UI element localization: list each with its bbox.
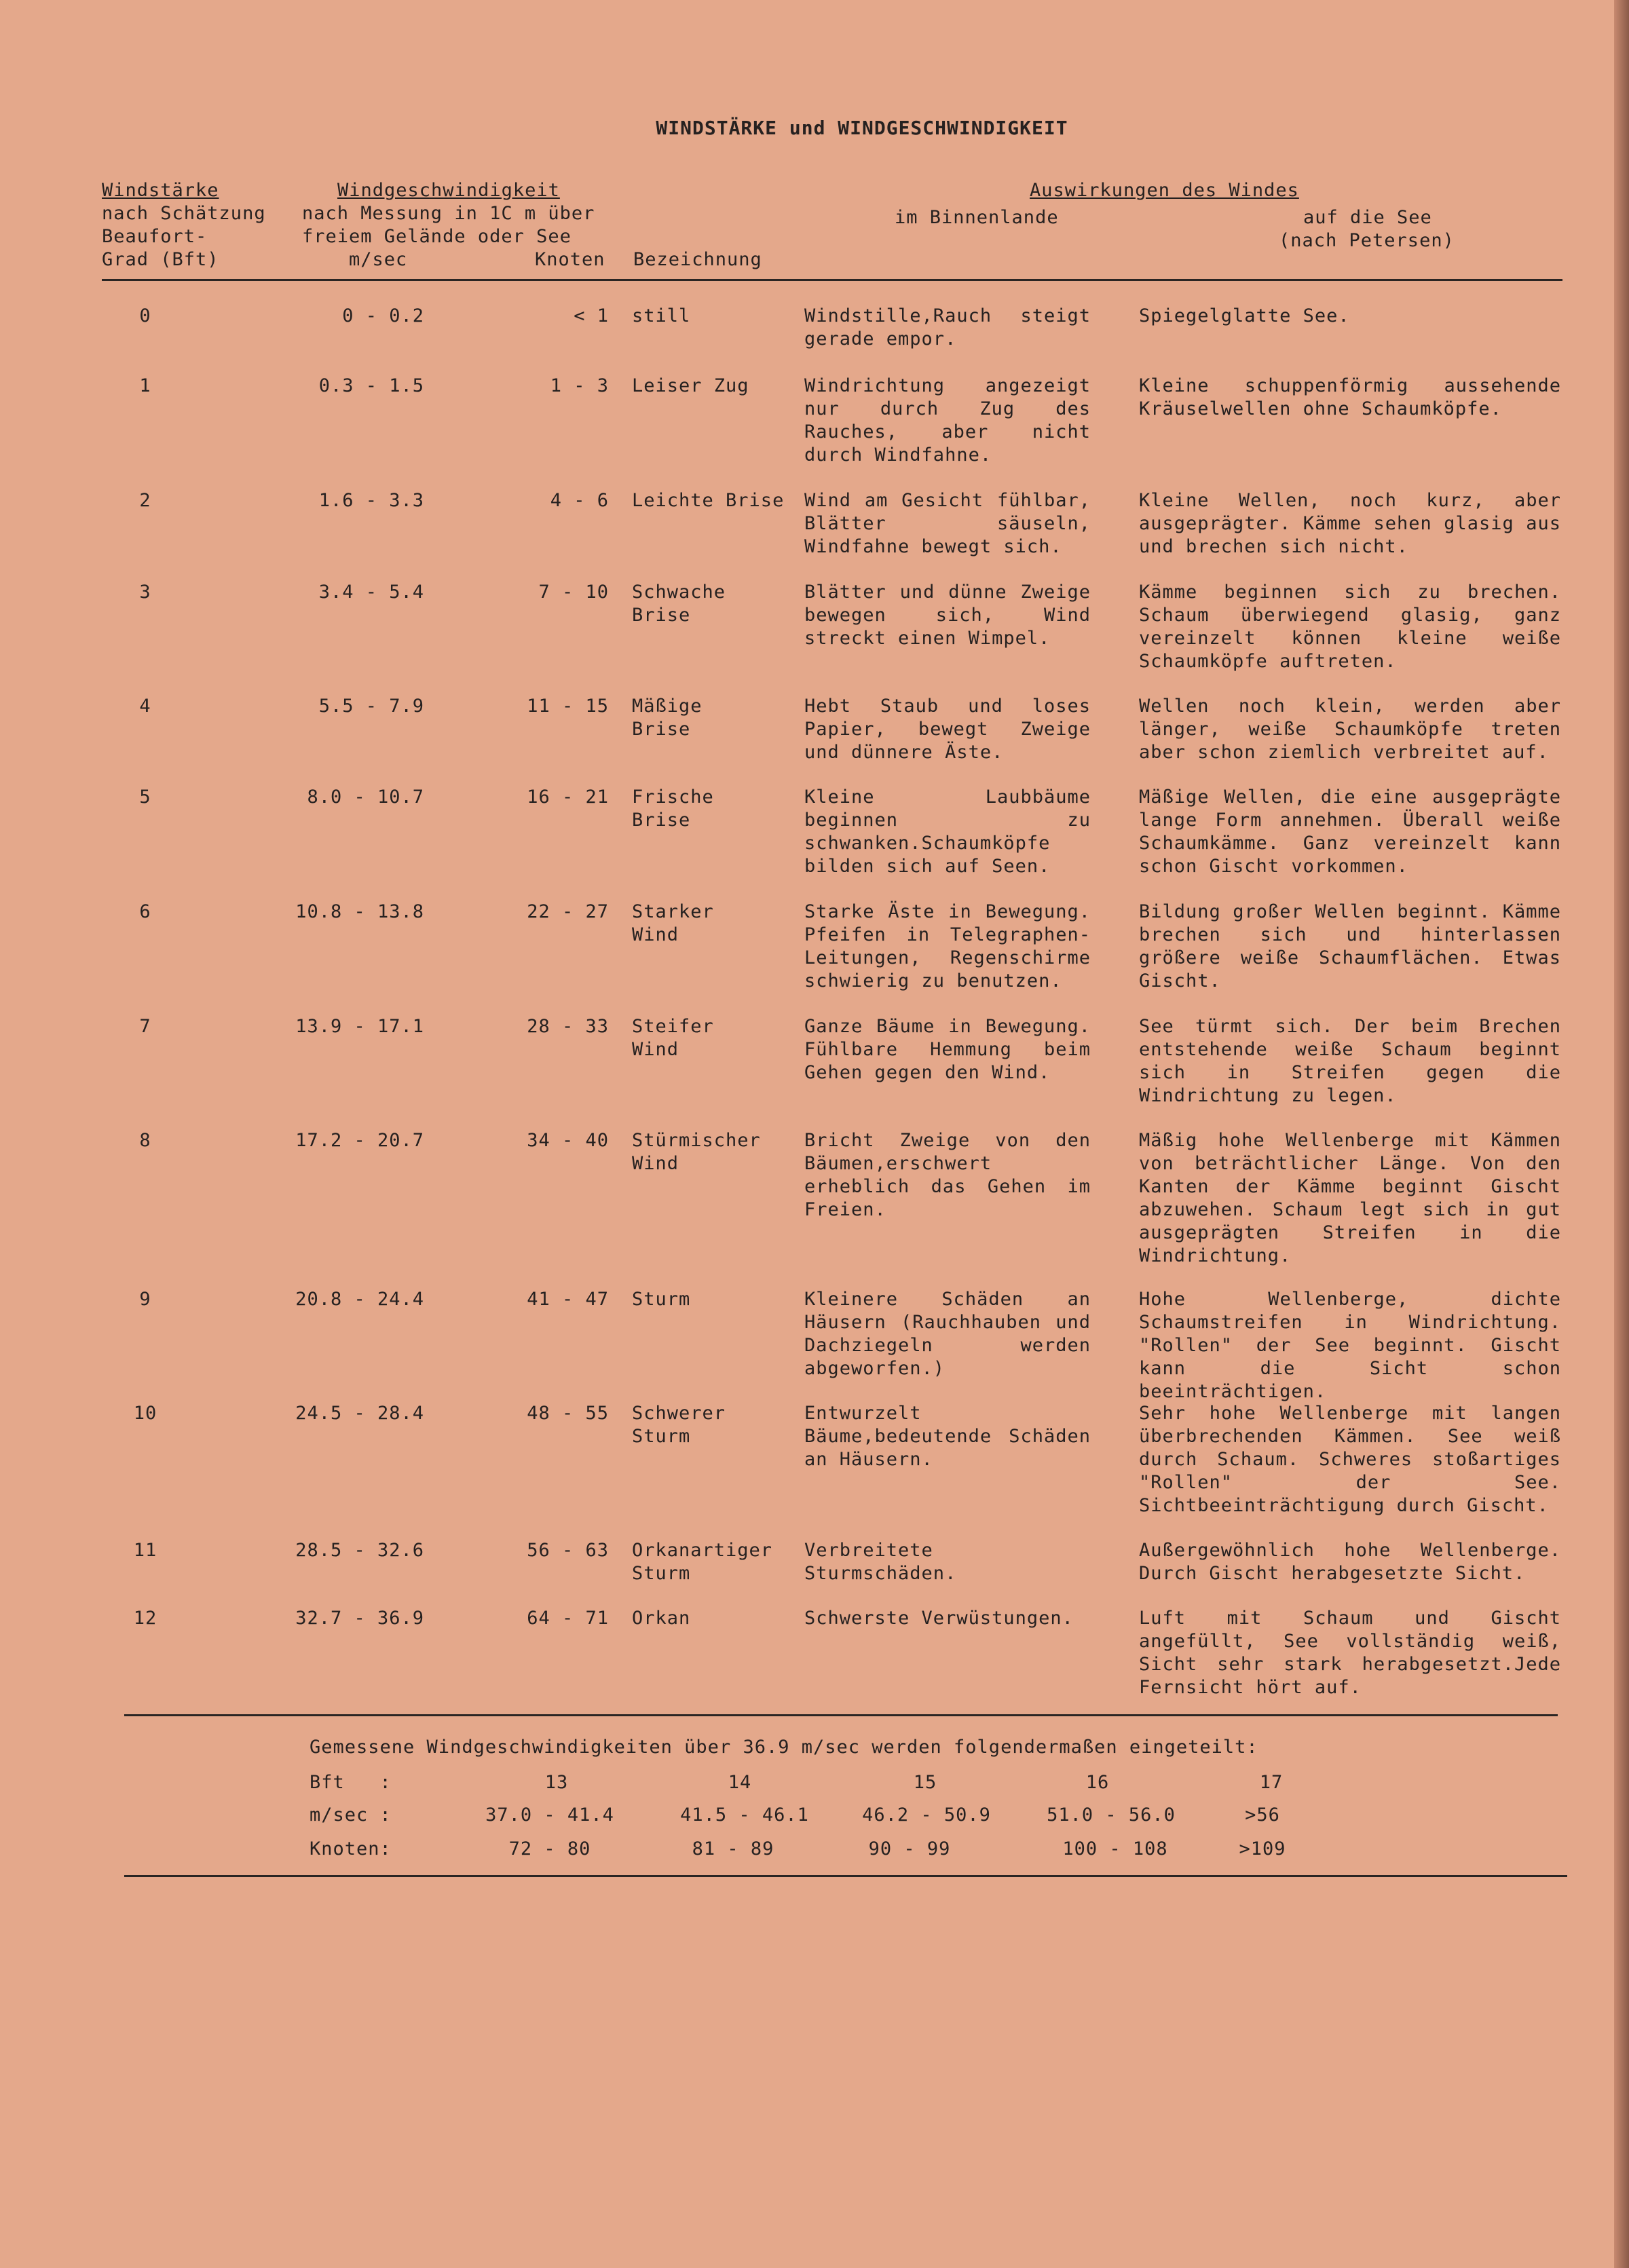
header-speed-line1: nach Messung in 1C m über (302, 203, 595, 224)
inland-effect: Entwurzelt Bäume,bedeutende Schäden an Häusern. (804, 1403, 1091, 1470)
sea-effect: See türmt sich. Der beim Brechen entstehende weiße Schaum beginnt sich in Streifen gegen die Windrichtung zu legen. (1139, 1016, 1561, 1106)
speed-ms-value: 20.8 - 24.4 (295, 1289, 424, 1310)
supplement-intro: Gemessene Windgeschwindigkeiten über 36.9 m/sec werden folgendermaßen eingeteilt: (310, 1737, 1258, 1758)
supplement-label-knots: Knoten: (310, 1838, 392, 1859)
wind-name: Orkanartiger Sturm (632, 1540, 773, 1584)
bft-value: 7 (139, 1016, 151, 1037)
supplement-bottom-rule (124, 1875, 1567, 1877)
speed-ms-value: 24.5 - 28.4 (295, 1403, 424, 1424)
bft-value: 6 (139, 901, 151, 922)
speed-knots-value: 22 - 27 (527, 901, 609, 922)
speed-knots-value: < 1 (574, 305, 609, 326)
supplement-ms-17: >56 (1245, 1804, 1280, 1826)
speed-knots-value: 4 - 6 (550, 490, 609, 511)
sea-effect: Mäßige Wellen, die eine ausgeprägte lange Form annehmen. Überall weiße Schaumkämme. Ganz vereinzelt kann schon Gischt vorkommen. (1139, 787, 1561, 877)
speed-knots-value: 28 - 33 (527, 1016, 609, 1037)
supplement-label-ms: m/sec : (310, 1804, 392, 1826)
inland-effect: Starke Äste in Bewegung. Pfeifen in Telegraphen-Leitungen, Regenschirme schwierig zu benutzen. (804, 901, 1091, 991)
sea-effect: Kleine schuppenförmig aussehende Kräuselwellen ohne Schaumköpfe. (1139, 375, 1561, 419)
header-speed-line2: freiem Gelände oder See (302, 226, 572, 247)
wind-name: Leichte Brise (632, 490, 785, 511)
sea-effect: Spiegelglatte See. (1139, 305, 1350, 326)
wind-name: Leiser Zug (632, 375, 749, 396)
supplement-knots-14: 81 - 89 (692, 1838, 774, 1859)
speed-knots-value: 34 - 40 (527, 1130, 609, 1151)
inland-effect: Ganze Bäume in Bewegung. Fühlbare Hemmung beim Gehen gegen den Wind. (804, 1016, 1091, 1083)
bft-value: 4 (139, 696, 151, 717)
wind-name: Stürmischer Wind (632, 1130, 761, 1174)
header-bft-line1: nach Schätzung (102, 203, 266, 224)
speed-ms-value: 1.6 - 3.3 (318, 490, 424, 511)
speed-knots-value: 16 - 21 (527, 787, 609, 808)
supplement-ms-13: 37.0 - 41.4 (485, 1804, 614, 1826)
wind-name: still (632, 305, 691, 326)
supplement-knots-13: 72 - 80 (508, 1838, 591, 1859)
sea-effect: Hohe Wellenberge, dichte Schaumstreifen in Windrichtung. "Rollen" der See beginnt. Gischt kann die Sicht schon beeinträchtigen. (1139, 1289, 1561, 1402)
inland-effect: Windrichtung angezeigt nur durch Zug des Rauches, aber nicht durch Windfahne. (804, 375, 1091, 466)
speed-ms-value: 28.5 - 32.6 (295, 1540, 424, 1561)
speed-knots-value: 41 - 47 (527, 1289, 609, 1310)
header-inland: im Binnenlande (895, 207, 1059, 228)
supplement-bft-14: 14 (728, 1772, 752, 1793)
sea-effect: Wellen noch klein, werden aber länger, weiße Schaumköpfe treten aber schon ziemlich verbreitet auf. (1139, 696, 1561, 763)
bft-value: 12 (133, 1608, 157, 1629)
header-unit-knots: Knoten (535, 249, 605, 270)
wind-name: Schwerer Sturm (632, 1403, 726, 1447)
speed-knots-value: 1 - 3 (550, 375, 609, 396)
speed-knots-value: 64 - 71 (527, 1608, 609, 1629)
inland-effect: Verbreitete Sturmschäden. (804, 1540, 957, 1584)
sea-effect: Sehr hohe Wellenberge mit langen überbrechenden Kämmen. See weiß durch Schaum. Schweres stoßartiges "Rollen" der See. Sichtbeeinträchtigung durch Gischt. (1139, 1403, 1561, 1516)
supplement-ms-14: 41.5 - 46.1 (680, 1804, 809, 1826)
page-edge (1614, 0, 1629, 2268)
bft-value: 9 (139, 1289, 151, 1310)
supplement-knots-15: 90 - 99 (868, 1838, 951, 1859)
speed-ms-value: 17.2 - 20.7 (295, 1130, 424, 1151)
header-bft-line3: Grad (Bft) (102, 249, 219, 270)
inland-effect: Blätter und dünne Zweige bewegen sich, Wind streckt einen Wimpel. (804, 582, 1091, 649)
table-bottom-rule (124, 1714, 1558, 1716)
speed-knots-value: 56 - 63 (527, 1540, 609, 1561)
bft-value: 1 (139, 375, 151, 396)
inland-effect: Windstille,Rauch steigt gerade empor. (804, 305, 1091, 349)
header-speed-title: Windgeschwindigkeit (337, 180, 560, 201)
bft-value: 5 (139, 787, 151, 808)
supplement-ms-15: 46.2 - 50.9 (862, 1804, 991, 1826)
supplement-knots-16: 100 - 108 (1062, 1838, 1168, 1859)
speed-knots-value: 7 - 10 (538, 582, 609, 603)
bft-value: 11 (133, 1540, 157, 1561)
supplement-bft-13: 13 (544, 1772, 569, 1793)
header-sea-line1: auf die See (1303, 207, 1432, 228)
supplement-label-bft: Bft : (310, 1772, 392, 1793)
wind-name: Starker Wind (632, 901, 714, 945)
speed-ms-value: 5.5 - 7.9 (318, 696, 424, 717)
header-bft-title: Windstärke (102, 180, 219, 201)
sea-effect: Mäßig hohe Wellenberge mit Kämmen von beträchtlicher Länge. Von den Kanten der Kämme beginnt Gischt abzuwehen. Schaum legt sich in gut ausgeprägten Streifen in die Windrichtung. (1139, 1130, 1561, 1266)
bft-value: 0 (139, 305, 151, 326)
wind-name: Frische Brise (632, 787, 714, 831)
bft-value: 2 (139, 490, 151, 511)
bft-value: 10 (133, 1403, 157, 1424)
wind-name: Mäßige Brise (632, 696, 703, 740)
header-unit-ms: m/sec (349, 249, 408, 270)
inland-effect: Bricht Zweige von den Bäumen,erschwert erheblich das Gehen im Freien. (804, 1130, 1091, 1220)
wind-name: Schwache Brise (632, 582, 726, 626)
sea-effect: Bildung großer Wellen beginnt. Kämme brechen sich und hinterlassen größere weiße Schaumflächen. Etwas Gischt. (1139, 901, 1561, 991)
speed-ms-value: 3.4 - 5.4 (318, 582, 424, 603)
sea-effect: Außergewöhnlich hohe Wellenberge. Durch Gischt herabgesetzte Sicht. (1139, 1540, 1561, 1584)
speed-ms-value: 10.8 - 13.8 (295, 901, 424, 922)
speed-ms-value: 0.3 - 1.5 (318, 375, 424, 396)
inland-effect: Kleinere Schäden an Häusern (Rauchhauben und Dachziegeln werden abgeworfen.) (804, 1289, 1091, 1379)
inland-effect: Hebt Staub und loses Papier, bewegt Zweige und dünnere Äste. (804, 696, 1091, 763)
speed-ms-value: 0 - 0.2 (342, 305, 424, 326)
supplement-bft-15: 15 (913, 1772, 937, 1793)
bft-value: 3 (139, 582, 151, 603)
header-sea-line2: (nach Petersen) (1279, 230, 1455, 251)
inland-effect: Wind am Gesicht fühlbar, Blätter säuseln, Windfahne bewegt sich. (804, 490, 1091, 557)
sea-effect: Kleine Wellen, noch kurz, aber ausgeprägter. Kämme sehen glasig aus und brechen sich nicht. (1139, 490, 1561, 557)
sea-effect: Kämme beginnen sich zu brechen. Schaum überwiegend glasig, ganz vereinzelt können kleine weiße Schaumköpfe auftreten. (1139, 582, 1561, 672)
speed-ms-value: 13.9 - 17.1 (295, 1016, 424, 1037)
page-title: WINDSTÄRKE und WINDGESCHWINDIGKEIT (656, 117, 1068, 139)
wind-name: Orkan (632, 1608, 691, 1629)
bft-value: 8 (139, 1130, 151, 1151)
speed-ms-value: 8.0 - 10.7 (307, 787, 424, 808)
header-bft-line2: Beaufort- (102, 226, 208, 247)
header-effects-title: Auswirkungen des Windes (1030, 180, 1299, 201)
sea-effect: Luft mit Schaum und Gischt angefüllt, See vollständig weiß, Sicht sehr stark herabgesetzt.Jede Fernsicht hört auf. (1139, 1608, 1561, 1698)
supplement-ms-16: 51.0 - 56.0 (1047, 1804, 1176, 1826)
speed-knots-value: 11 - 15 (527, 696, 609, 717)
wind-name: Steifer Wind (632, 1016, 714, 1060)
inland-effect: Schwerste Verwüstungen. (804, 1608, 1074, 1629)
speed-ms-value: 32.7 - 36.9 (295, 1608, 424, 1629)
inland-effect: Kleine Laubbäume beginnen zu schwanken.Schaumköpfe bilden sich auf Seen. (804, 787, 1091, 877)
supplement-knots-17: >109 (1239, 1838, 1286, 1859)
supplement-bft-16: 16 (1085, 1772, 1110, 1793)
wind-name: Sturm (632, 1289, 691, 1310)
speed-knots-value: 48 - 55 (527, 1403, 609, 1424)
header-rule (102, 279, 1562, 281)
supplement-bft-17: 17 (1259, 1772, 1284, 1793)
header-name: Bezeichnung (633, 249, 762, 270)
